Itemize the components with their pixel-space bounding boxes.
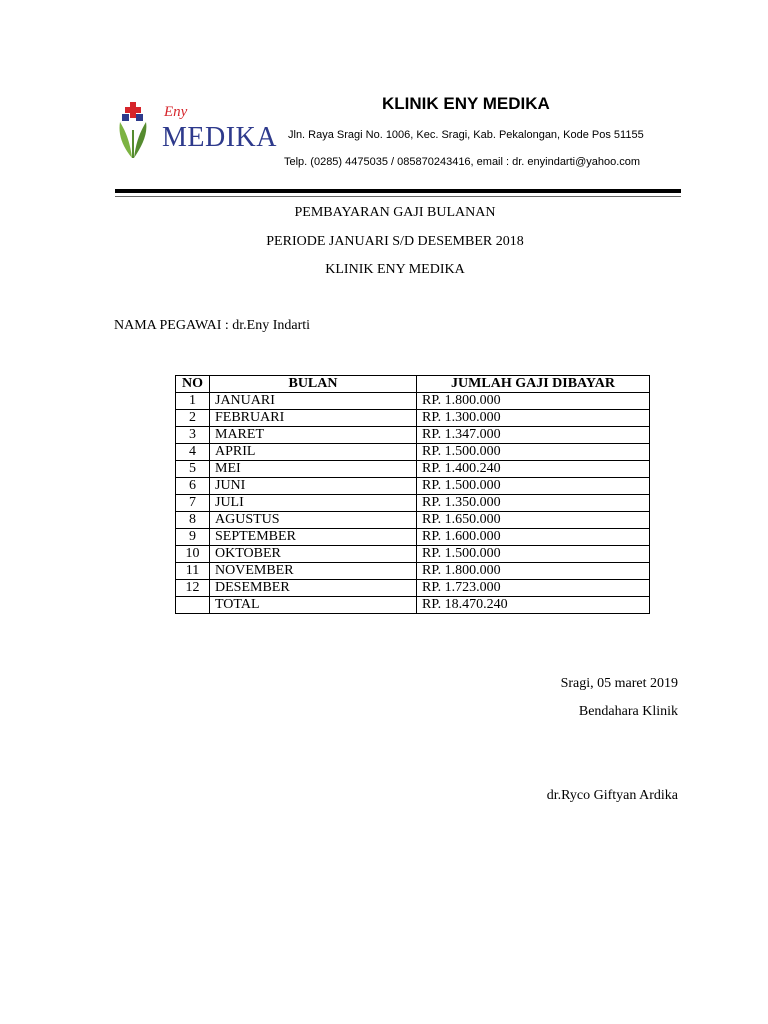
row-no: 7	[176, 495, 210, 512]
row-bulan: MEI	[210, 461, 417, 478]
row-no: 6	[176, 478, 210, 495]
row-no: 5	[176, 461, 210, 478]
row-jumlah: RP. 1.400.240	[417, 461, 650, 478]
header-bulan: BULAN	[210, 376, 417, 393]
total-value: RP. 18.470.240	[417, 597, 650, 614]
row-jumlah: RP. 1.500.000	[417, 546, 650, 563]
table-row	[176, 444, 650, 461]
clinic-logo	[112, 94, 277, 164]
signature-role: Bendahara Klinik	[578, 704, 678, 719]
row-jumlah: RP. 1.650.000	[417, 512, 650, 529]
row-bulan: DESEMBER	[210, 580, 417, 597]
logo-text-medika: MEDIKA	[162, 122, 277, 153]
row-jumlah: RP. 1.723.000	[417, 580, 650, 597]
row-no: 12	[176, 580, 210, 597]
logo-text-eny: Eny	[164, 104, 188, 120]
table-row	[176, 512, 650, 529]
clinic-contact: Telp. (0285) 4475035 / 085870243416, email : dr. enyindarti@yahoo.com	[284, 156, 641, 168]
row-bulan: JULI	[210, 495, 417, 512]
row-bulan: JUNI	[210, 478, 417, 495]
medical-cross-leaf-icon	[112, 94, 162, 164]
row-bulan: NOVEMBER	[210, 563, 417, 580]
signature-name: dr.Ryco Giftyan Ardika	[546, 788, 678, 803]
total-no	[176, 597, 210, 614]
row-bulan: AGUSTUS	[210, 512, 417, 529]
letterhead-divider-thin	[115, 196, 681, 197]
table-row	[176, 495, 650, 512]
table-row	[176, 546, 650, 563]
signature-place-date: Sragi, 05 maret 2019	[560, 676, 678, 691]
row-jumlah: RP. 1.500.000	[417, 444, 650, 461]
document-period: PERIODE JANUARI S/D DESEMBER 2018	[266, 234, 524, 249]
row-bulan: OKTOBER	[210, 546, 417, 563]
row-no: 11	[176, 563, 210, 580]
header-no: NO	[176, 376, 210, 393]
letterhead-divider	[115, 189, 681, 193]
table-row	[176, 461, 650, 478]
table-row	[176, 563, 650, 580]
row-bulan: MARET	[210, 427, 417, 444]
table-row	[176, 529, 650, 546]
table-row	[176, 427, 650, 444]
row-jumlah: RP. 1.500.000	[417, 478, 650, 495]
row-jumlah: RP. 1.300.000	[417, 410, 650, 427]
row-no: 2	[176, 410, 210, 427]
document-title: PEMBAYARAN GAJI BULANAN	[294, 205, 496, 220]
header-jumlah: JUMLAH GAJI DIBAYAR	[417, 376, 650, 393]
row-no: 3	[176, 427, 210, 444]
row-no: 10	[176, 546, 210, 563]
row-no: 1	[176, 393, 210, 410]
clinic-address: Jln. Raya Sragi No. 1006, Kec. Sragi, Kab. Pekalongan, Kode Pos 51155	[288, 129, 644, 141]
table-row	[176, 410, 650, 427]
row-jumlah: RP. 1.347.000	[417, 427, 650, 444]
row-bulan: JANUARI	[210, 393, 417, 410]
table-row	[176, 393, 650, 410]
salary-table	[175, 375, 650, 614]
total-label: TOTAL	[210, 597, 417, 614]
row-bulan: FEBRUARI	[210, 410, 417, 427]
table-row	[176, 478, 650, 495]
row-no: 8	[176, 512, 210, 529]
table-header-row	[176, 376, 650, 393]
row-no: 9	[176, 529, 210, 546]
row-jumlah: RP. 1.600.000	[417, 529, 650, 546]
row-jumlah: RP. 1.800.000	[417, 563, 650, 580]
row-jumlah: RP. 1.350.000	[417, 495, 650, 512]
table-row	[176, 580, 650, 597]
row-jumlah: RP. 1.800.000	[417, 393, 650, 410]
row-bulan: APRIL	[210, 444, 417, 461]
table-total-row	[176, 597, 650, 614]
document-clinic: KLINIK ENY MEDIKA	[325, 262, 465, 277]
row-bulan: SEPTEMBER	[210, 529, 417, 546]
employee-name: NAMA PEGAWAI : dr.Eny Indarti	[114, 318, 311, 333]
row-no: 4	[176, 444, 210, 461]
clinic-name: KLINIK ENY MEDIKA	[382, 94, 550, 113]
